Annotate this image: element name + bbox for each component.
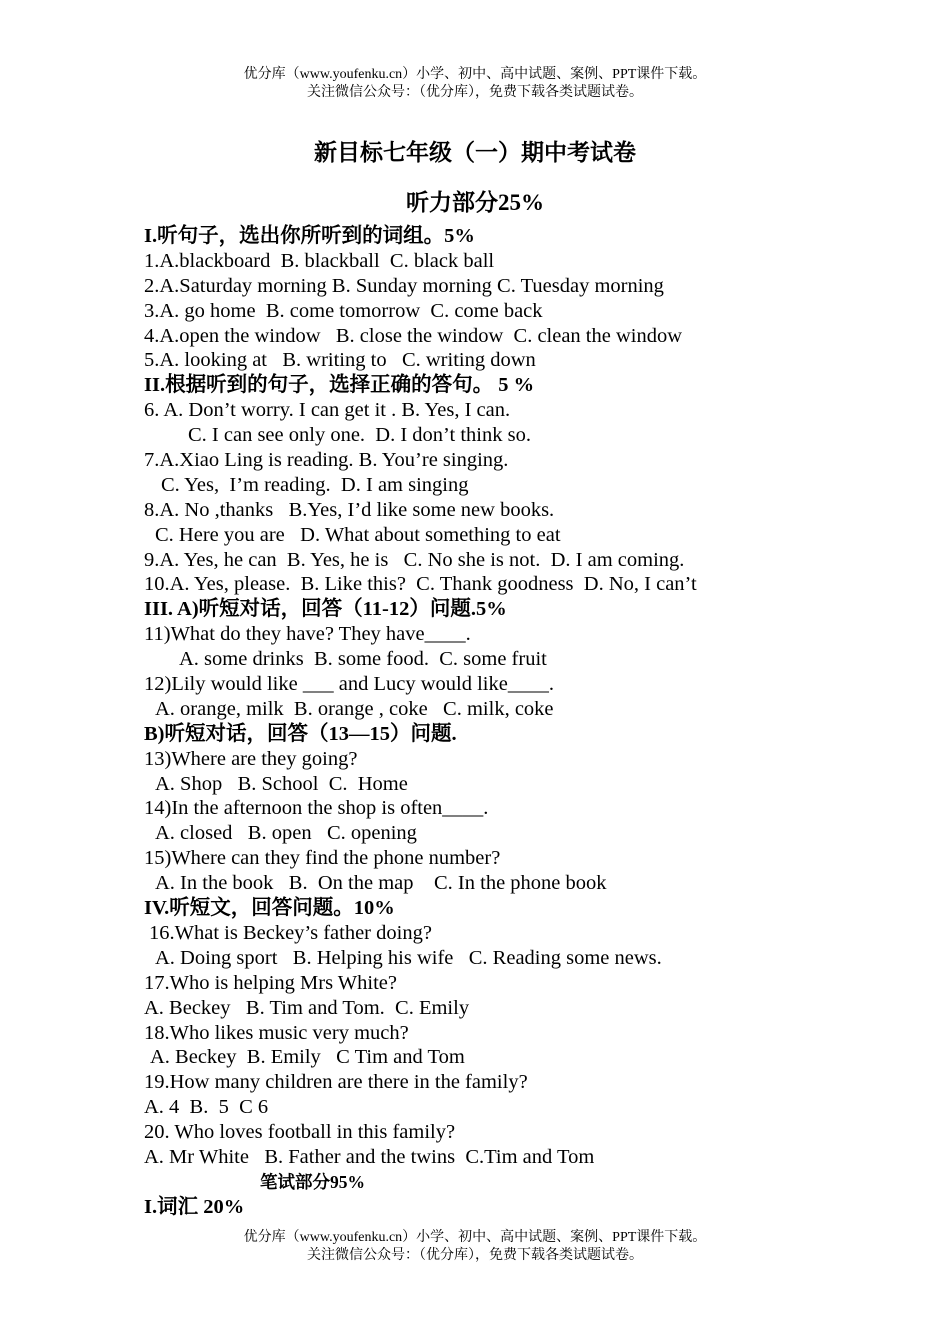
question-line: 12)Lily would like ___ and Lucy would like____. bbox=[144, 673, 554, 696]
question-line: A. 4 B. 5 C 6 bbox=[144, 1096, 269, 1119]
question-line: A. In the book B. On the map C. In the phone book bbox=[155, 872, 607, 895]
question-line: 10.A. Yes, please. B. Like this? C. Thank goodness D. No, I can’t bbox=[144, 573, 697, 596]
question-line: A. some drinks B. some food. C. some fruit bbox=[179, 648, 547, 671]
exam-title: 新目标七年级（一）期中考试卷 bbox=[314, 140, 636, 165]
footer-line-1: 优分库（www.youfenku.cn）小学、初中、高中试题、案例、PPT课件下载。 bbox=[243, 1230, 707, 1245]
question-line: 7.A.Xiao Ling is reading. B. You’re singing. bbox=[144, 449, 509, 472]
page-header bbox=[0, 66, 950, 102]
question-line: 6. A. Don’t worry. I can get it . B. Yes, I can. bbox=[144, 399, 511, 422]
question-line: 11)What do they have? They have____. bbox=[144, 623, 471, 646]
question-line: A. Beckey B. Tim and Tom. C. Emily bbox=[144, 996, 470, 1019]
question-line: C. Yes, I’m reading. D. I am singing bbox=[161, 473, 469, 496]
section-heading: IV.听短文，回答问题。10% bbox=[144, 897, 395, 920]
section-heading: I.听句子，选出你所听到的词组。5% bbox=[144, 225, 475, 247]
question-line: 17.Who is helping Mrs White? bbox=[144, 971, 397, 994]
section-heading: B)听短对话，回答（13—15）问题. bbox=[144, 722, 457, 745]
question-line: 16.What is Beckey’s father doing? bbox=[149, 921, 432, 944]
question-line: 9.A. Yes, he can B. Yes, he is C. No she is not. D. I am coming. bbox=[144, 548, 685, 571]
section-heading: I.词汇 20% bbox=[144, 1195, 245, 1218]
question-line: 20. Who loves football in this family? bbox=[144, 1121, 456, 1144]
question-line: 18.Who likes music very much? bbox=[144, 1021, 409, 1044]
question-line: 3.A. go home B. come tomorrow C. come back bbox=[144, 299, 543, 322]
question-line: 13)Where are they going? bbox=[144, 747, 358, 770]
question-line: 1.A.blackboard B. blackball C. black ball bbox=[144, 249, 495, 272]
question-line: A. Mr White B. Father and the twins C.Tim and Tom bbox=[144, 1145, 595, 1168]
question-line: A. closed B. open C. opening bbox=[155, 822, 417, 845]
question-line: 4.A.open the window B. close the window C. clean the window bbox=[144, 324, 683, 347]
section-heading: 笔试部分95% bbox=[260, 1171, 365, 1192]
question-line: C. I can see only one. D. I don’t think so. bbox=[188, 424, 531, 447]
listening-section-title: 听力部分25% bbox=[406, 190, 544, 215]
question-line: 8.A. No ,thanks B.Yes, I’d like some new books. bbox=[144, 498, 555, 521]
exam-content bbox=[144, 224, 934, 1220]
section-heading: III. A)听短对话，回答（11-12）问题.5% bbox=[144, 598, 507, 621]
question-line: A. Beckey B. Emily C Tim and Tom bbox=[150, 1046, 465, 1069]
question-line: 2.A.Saturday morning B. Sunday morning C. Tuesday morning bbox=[144, 274, 664, 297]
question-line: A. orange, milk B. orange , coke C. milk, coke bbox=[155, 697, 554, 720]
question-line: A. Shop B. School C. Home bbox=[155, 772, 408, 795]
question-line: 5.A. looking at B. writing to C. writing down bbox=[144, 349, 536, 372]
header-line-1: 优分库（www.youfenku.cn）小学、初中、高中试题、案例、PPT课件下载。 bbox=[243, 67, 707, 82]
page-footer bbox=[0, 1229, 950, 1265]
question-line: A. Doing sport B. Helping his wife C. Reading some news. bbox=[155, 946, 662, 969]
section-heading: II.根据听到的句子，选择正确的答句。 5 % bbox=[144, 374, 535, 397]
question-line: 19.How many children are there in the family? bbox=[144, 1071, 528, 1094]
footer-line-2: 关注微信公众号：（优分库），免费下载各类试题试卷。 bbox=[307, 1248, 643, 1263]
question-line: C. Here you are D. What about something to eat bbox=[155, 523, 561, 546]
question-line: 14)In the afternoon the shop is often____. bbox=[144, 797, 489, 820]
question-line: 15)Where can they find the phone number? bbox=[144, 847, 501, 870]
header-line-2: 关注微信公众号：（优分库），免费下载各类试题试卷。 bbox=[307, 85, 643, 100]
